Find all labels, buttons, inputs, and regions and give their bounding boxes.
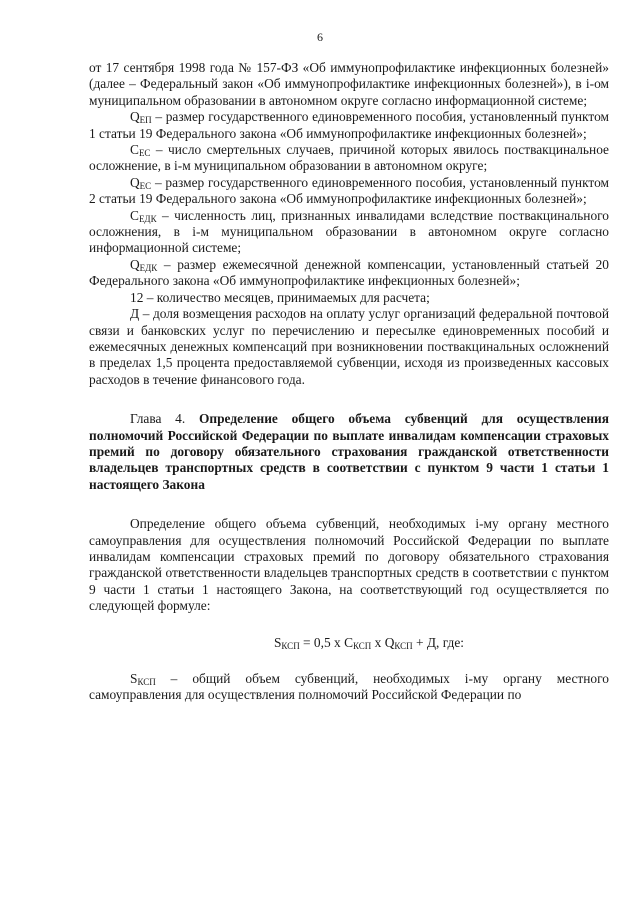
symbol-base: C [130, 207, 139, 223]
symbol-subscript: КСП [137, 677, 156, 687]
paragraph-continuation: от 17 сентября 1998 года № 157-ФЗ «Об иммунопрофилактике инфекционных болезней» (далее – Федеральный закон «Об иммунопрофилактике инфекционных болезней»), в i-ом муниципальном образовании в автономном округе согласно информационной системе; [89, 60, 609, 108]
symbol-subscript: ЕП [139, 115, 152, 126]
definition-text: – численность лиц, признанных инвалидами вследствие поствакцинального осложнения, в i-м муниципальном образовании в автономном округе согласно информационной системе; [89, 207, 609, 256]
definition-q-es [89, 175, 609, 208]
definition-text: – размер ежемесячной денежной компенсации, установленный статьей 20 Федерального закона «Об иммунопрофилактике инфекционных болезней»; [89, 256, 609, 289]
document-body [89, 60, 609, 704]
symbol-subscript: ЕДК [138, 213, 157, 224]
definition-c-es [89, 142, 609, 175]
symbol-base: Q [130, 174, 140, 190]
symbol-base: Q [130, 256, 140, 272]
definition-text: – число смертельных случаев, причиной которых явилось поствакцинальное осложнение, в i-м муниципальном образовании в автономном округе; [89, 142, 609, 174]
chapter-heading [89, 411, 609, 493]
symbol-subscript: ЕС [138, 148, 151, 159]
definition-c-edk [89, 208, 609, 257]
definition-text: – размер государственного единовременного пособия, установленный пунктом 1 статьи 19 Федерального закона «Об иммунопрофилактике инфекционных болезней»; [89, 109, 609, 141]
symbol-subscript: ЕС [139, 180, 152, 191]
formula-q: Q [384, 634, 395, 650]
definition-text: – общий объем субвенций, необходимых i-му органу местного самоуправления для осуществления полномочий Российской Федерации по [89, 671, 609, 703]
definition-s-ksp [89, 671, 609, 704]
symbol-base: S [130, 671, 138, 686]
symbol-subscript: ЕДК [139, 262, 158, 273]
formula-tail: + Д, где: [412, 634, 465, 650]
definition-text: – размер государственного единовременного пособия, установленный пунктом 2 статьи 19 Федерального закона «Об иммунопрофилактике инфекционных болезней»; [89, 174, 609, 207]
intro-paragraph: Определение общего объема субвенций, необходимых i-му органу местного самоуправления для осуществления полномочий Российской Федерации по выплате инвалидам компенсации страховых премий по договору обязательного страхования гражданской ответственности владельцев транспортных средств в соответствии с пунктом 9 части 1 статьи 1 настоящего Закона, на соответствующий год осуществляется по следующей формуле: [89, 516, 609, 614]
definition-months: 12 – количество месяцев, принимаемых для расчета; [130, 289, 430, 305]
formula-c-sub: КСП [353, 640, 372, 651]
definition-q-ep [89, 109, 609, 142]
chapter-title: Определение общего объема субвенций для осуществления полномочий Российской Федерации по выплате инвалидам компенсации страховых премий по договору обязательного страхования гражданской ответственности владельцев транспортных средств в соответствии с пунктом 9 части 1 статьи 1 настоящего Закона [89, 411, 609, 492]
formula-x: х [371, 634, 385, 650]
formula-c: C [344, 634, 354, 650]
formula-eq: = 0,5 х [299, 634, 345, 650]
symbol-base: Q [130, 109, 140, 125]
formula-q-sub: КСП [394, 640, 413, 651]
definition-q-edk [89, 257, 609, 290]
definition-d: Д – доля возмещения расходов на оплату услуг организаций федеральной почтовой связи и банковских услуг по перечислению и пересылке единовременных пособий и ежемесячных денежных компенсаций при возникновении поствакцинальных осложнений в пределах 1,5 процента предоставляемой субвенции, исходя из произведенных кассовых расходов в течение финансового года. [89, 306, 609, 387]
page-number: 6 [317, 30, 323, 44]
symbol-base: C [130, 142, 139, 158]
formula-s-sub: КСП [281, 640, 300, 651]
formula-s: S [273, 634, 282, 650]
chapter-prefix: Глава 4. [130, 411, 199, 427]
formula [129, 635, 609, 651]
